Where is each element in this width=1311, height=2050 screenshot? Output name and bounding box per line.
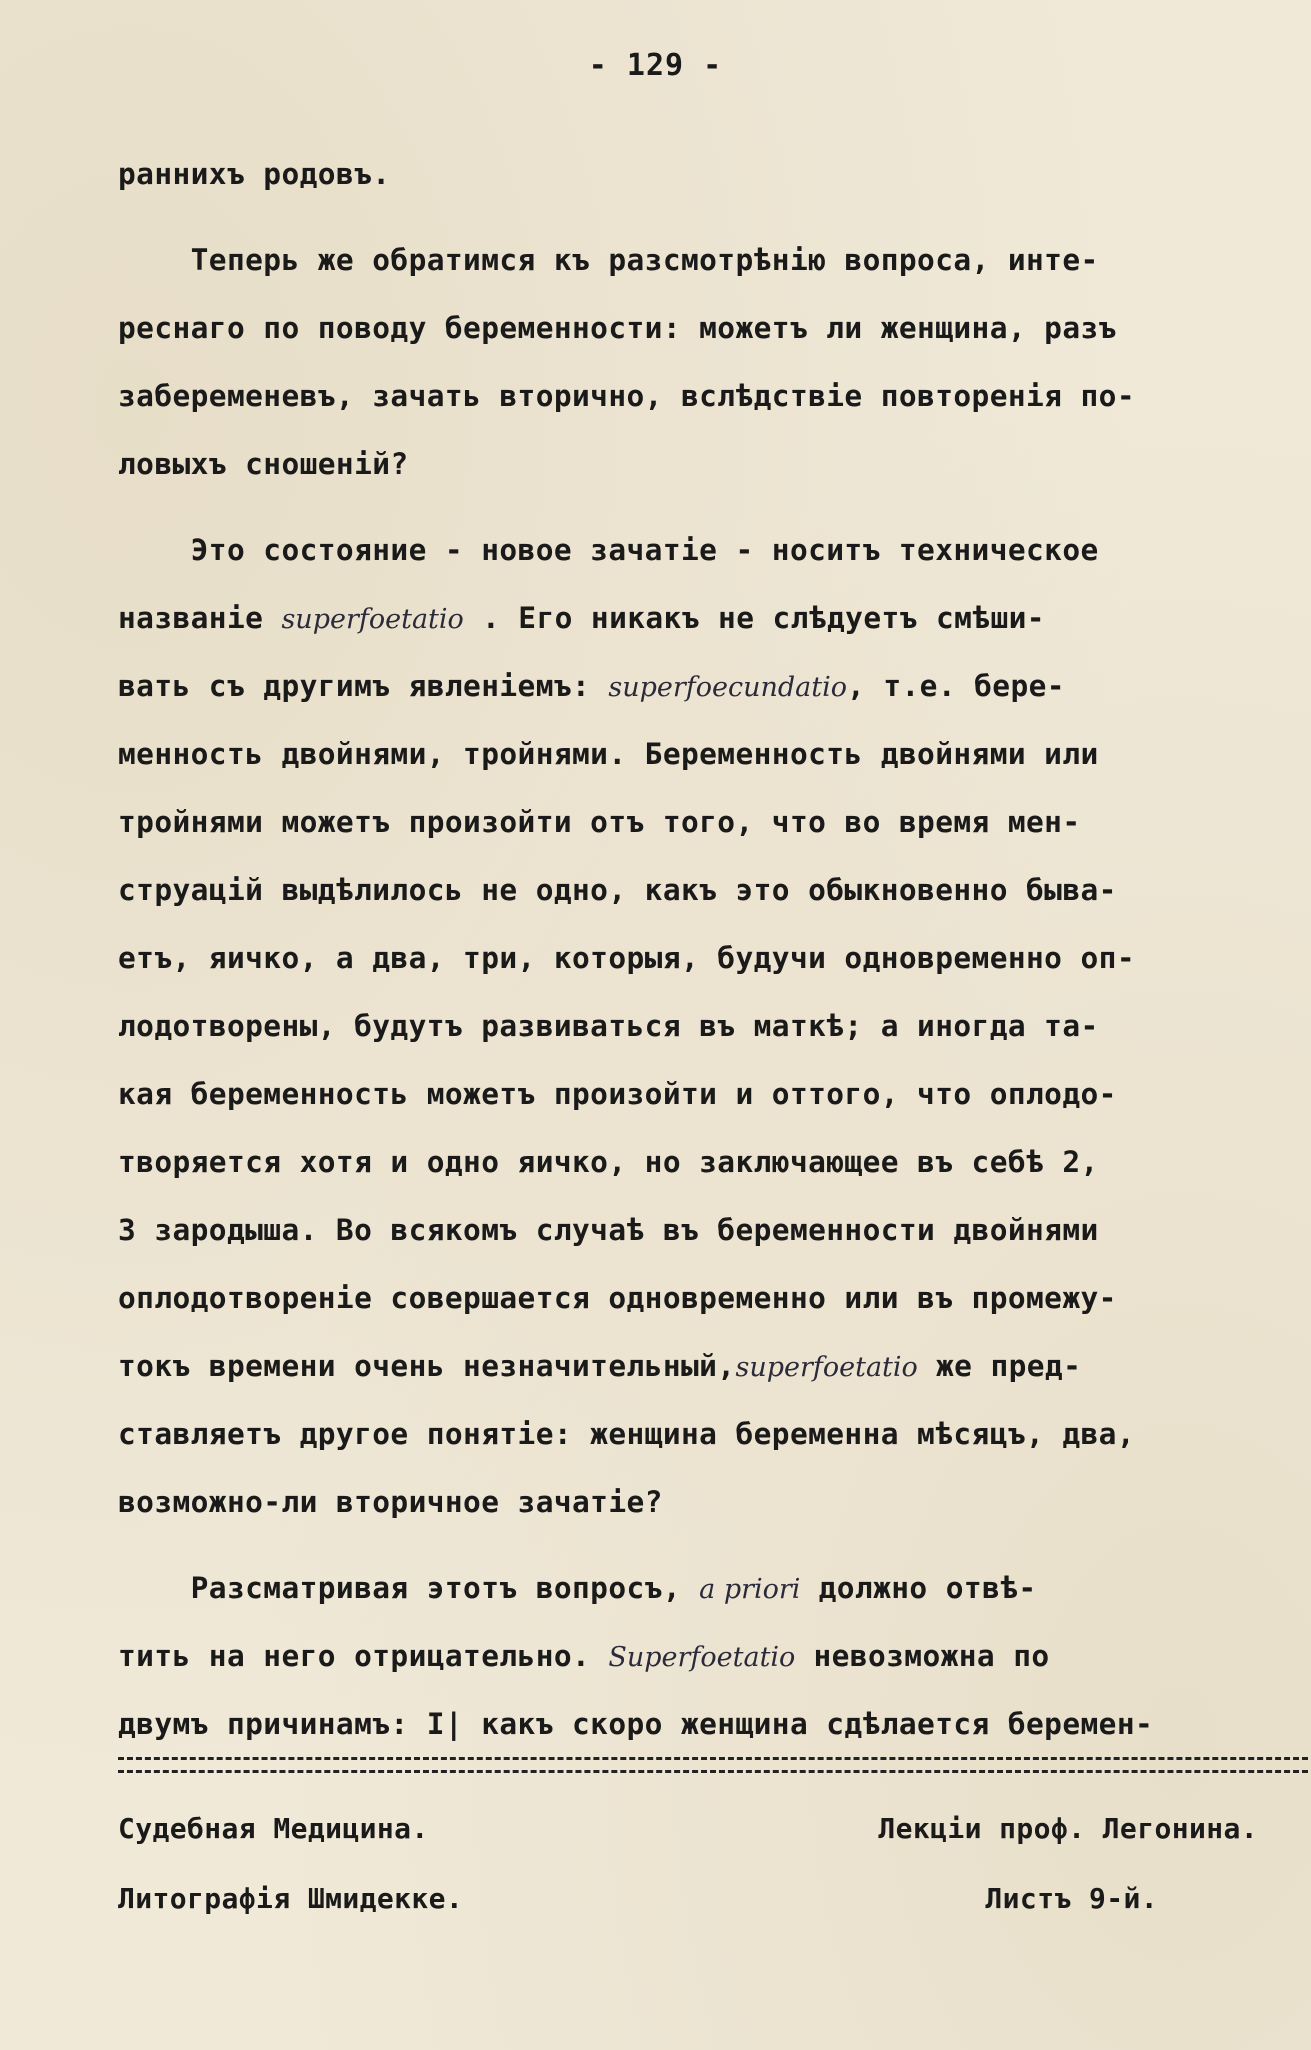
separator-line xyxy=(118,1770,1308,1773)
handwritten-latin-term: a priori xyxy=(699,1574,801,1605)
text-segment: названіе xyxy=(118,601,282,635)
text-line: 3 зародыша. Во всякомъ случаѣ въ беременности двойнями xyxy=(118,1213,1099,1247)
text-line xyxy=(118,1554,1278,1622)
text-line xyxy=(118,1332,1278,1400)
footer-row xyxy=(118,1882,1258,1915)
text-line: оплодотвореніе совершается одновременно или въ промежу- xyxy=(118,1281,1117,1315)
text-segment: же пред- xyxy=(917,1349,1082,1383)
text-line: лодотворены, будутъ развиваться въ маткѣ; а иногда та- xyxy=(118,1009,1099,1043)
footer-sheet-number: Листъ 9-й. xyxy=(985,1882,1158,1915)
text-segment: , т.е. бере- xyxy=(847,669,1065,703)
handwritten-latin-term: Superfoetatio xyxy=(608,1642,796,1673)
text-segment: должно отвѣ- xyxy=(800,1571,1037,1605)
separator-line xyxy=(118,1757,1308,1760)
text-line: забеременевъ, зачать вторично, вслѣдствіе повторенія по- xyxy=(118,379,1135,413)
footer-printer: Литографія Шмидекке. xyxy=(118,1882,464,1915)
text-line: раннихъ родовъ. xyxy=(118,157,391,191)
page-number: - 129 - xyxy=(588,48,723,83)
text-segment: Разсматривая этотъ вопросъ, xyxy=(118,1571,700,1605)
paragraph-gap xyxy=(118,1536,1278,1554)
text-line: тройнями можетъ произойти отъ того, что во время мен- xyxy=(118,805,1081,839)
text-line xyxy=(118,1622,1278,1690)
handwritten-latin-term: superfoecundatio xyxy=(608,672,848,703)
text-line: реснаго по поводу беременности: можетъ ли женщина, разъ xyxy=(118,311,1117,345)
text-line: струацій выдѣлилось не одно, какъ это обыкновенно быва- xyxy=(118,873,1117,907)
text-line: кая беременность можетъ произойти и оттого, что оплодо- xyxy=(118,1077,1117,1111)
text-line: Теперь же обратимся къ разсмотрѣнію вопроса, инте- xyxy=(118,243,1099,277)
text-line: ловыхъ сношеній? xyxy=(118,447,409,481)
text-segment: токъ времени очень незначительный, xyxy=(118,1349,736,1383)
text-line: Это состояние - новое зачатіе - носитъ техническое xyxy=(118,533,1099,567)
footer-course-title: Судебная Медицина. xyxy=(118,1812,429,1845)
text-line: ставляетъ другое понятіе: женщина беременна мѣсяцъ, два, xyxy=(118,1417,1135,1451)
text-line: возможно-ли вторичное зачатіе? xyxy=(118,1485,663,1519)
handwritten-latin-term: superfoetatio xyxy=(735,1352,918,1383)
text-line: творяется хотя и одно яичко, но заключающее въ себѣ 2, xyxy=(118,1145,1099,1179)
footer-row xyxy=(118,1812,1258,1845)
text-line: менность двойнями, тройнями. Беременность двойнями или xyxy=(118,737,1099,771)
body-text xyxy=(118,140,1278,1758)
text-line xyxy=(118,652,1278,720)
text-segment: . Его никакъ не слѣдуетъ смѣши- xyxy=(463,601,1045,635)
text-line: двумъ причинамъ: I| какъ скоро женщина сдѣлается беремен- xyxy=(118,1707,1154,1741)
handwritten-latin-term: superfoetatio xyxy=(281,604,464,635)
text-segment: невозможна по xyxy=(795,1639,1050,1673)
paragraph-gap xyxy=(118,498,1278,516)
text-segment: тить на него отрицательно. xyxy=(118,1639,609,1673)
text-segment: вать съ другимъ явленіемъ: xyxy=(118,669,609,703)
footer-lecturer: Лекціи проф. Легонина. xyxy=(878,1812,1258,1845)
paragraph-gap xyxy=(118,208,1278,226)
text-line xyxy=(118,584,1278,652)
text-line: етъ, яичко, а два, три, которыя, будучи одновременно оп- xyxy=(118,941,1135,975)
